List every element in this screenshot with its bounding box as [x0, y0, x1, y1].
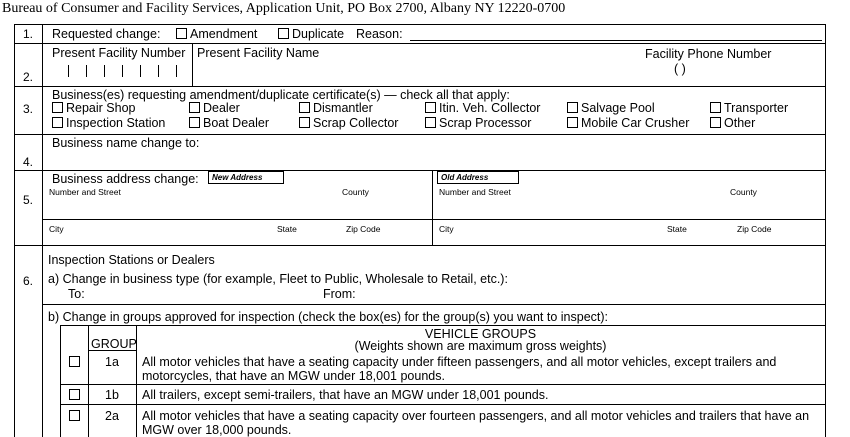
new-address-tag: New Address	[208, 171, 284, 184]
group-code: 1a	[105, 355, 119, 369]
checkbox[interactable]	[425, 117, 436, 128]
requested-change-label: Requested change:	[52, 27, 161, 41]
change-business-type-label: a) Change in business type (for example, Fleet to Public, Wholesale to Retail, etc.):	[48, 272, 508, 286]
section-number: 1.	[22, 27, 33, 41]
checkbox[interactable]	[299, 117, 310, 128]
option-label: Repair Shop	[66, 101, 136, 115]
groups-table-left	[60, 325, 61, 437]
old-address-tag: Old Address	[437, 171, 519, 184]
option-label: Mobile Car Crusher	[581, 116, 690, 130]
change-groups-label: b) Change in groups approved for inspection (check the box(es) for the group(s) you want to inspect):	[48, 310, 609, 324]
reason-label: Reason:	[356, 27, 403, 41]
business-name-change-label: Business name change to:	[52, 136, 200, 150]
old-county-label: County	[730, 187, 757, 197]
option-other[interactable]	[710, 116, 755, 130]
option-label: Inspection Station	[66, 116, 166, 130]
option-inspection-station[interactable]	[52, 116, 165, 130]
option-dismantler[interactable]	[299, 101, 373, 115]
agency-address-header: Bureau of Consumer and Facility Services, Application Unit, PO Box 2700, Albany NY 12220-0700	[2, 1, 566, 16]
facility-number-label: Present Facility Number	[52, 46, 186, 60]
checkbox[interactable]	[52, 102, 63, 113]
business-address-change-label: Business address change:	[52, 172, 199, 186]
option-label: Transporter	[724, 101, 789, 115]
group-description: MGW over 18,000 pounds.	[142, 423, 292, 437]
option-label: Scrap Processor	[439, 116, 532, 130]
checkbox[interactable]	[710, 117, 721, 128]
option-transporter[interactable]	[710, 101, 788, 115]
group-2a-checkbox[interactable]	[69, 410, 80, 421]
digit-tick	[140, 65, 141, 77]
duplicate-checkbox[interactable]	[278, 28, 289, 39]
new-state-label: State	[277, 224, 297, 234]
row-divider	[14, 43, 826, 44]
option-repair-shop[interactable]	[52, 101, 136, 115]
digit-tick	[86, 65, 87, 77]
old-street-label: Number and Street	[439, 187, 511, 197]
new-city-label: City	[49, 224, 64, 234]
amendment-label: Amendment	[190, 27, 258, 41]
section-number: 5.	[22, 193, 33, 207]
checkbox[interactable]	[189, 117, 200, 128]
businesses-requesting-label: Business(es) requesting amendment/duplicate certificate(s) — check all that apply:	[52, 88, 510, 102]
form-top-border	[14, 24, 826, 25]
row-divider	[14, 245, 826, 246]
group-description: motorcycles, that have an MGW under 18,001 pounds.	[142, 369, 445, 383]
new-zip-label: Zip Code	[346, 224, 381, 234]
old-city-label: City	[439, 224, 454, 234]
vehicle-groups-subtitle: (Weights shown are maximum gross weights)	[354, 339, 607, 353]
option-label: Itin. Veh. Collector	[439, 101, 541, 115]
amendment-option[interactable]	[176, 27, 257, 41]
new-county-label: County	[342, 187, 369, 197]
option-mobile-car-crusher[interactable]	[567, 116, 689, 130]
checkbox[interactable]	[299, 102, 310, 113]
option-label: Salvage Pool	[581, 101, 655, 115]
vehicle-groups-title: VEHICLE GROUPS	[424, 327, 537, 341]
old-zip-label: Zip Code	[737, 224, 772, 234]
address-column-divider	[432, 170, 433, 245]
section-number: 3.	[22, 102, 33, 116]
digit-tick	[104, 65, 105, 77]
row-divider	[14, 86, 826, 87]
group-column-header: GROUP	[91, 337, 137, 351]
digit-tick	[68, 65, 69, 77]
row-divider	[14, 170, 826, 171]
option-boat-dealer[interactable]	[189, 116, 269, 130]
section-number: 6.	[22, 274, 33, 288]
checkbox[interactable]	[189, 102, 200, 113]
option-label: Other	[724, 116, 756, 130]
group-1b-checkbox[interactable]	[69, 389, 80, 400]
option-label: Dismantler	[313, 101, 373, 115]
facility-phone-label: Facility Phone Number	[645, 47, 772, 61]
group-1a-checkbox[interactable]	[69, 356, 80, 367]
groups-row-divider	[60, 404, 825, 405]
reason-field[interactable]	[410, 40, 822, 41]
digit-tick	[122, 65, 123, 77]
street-city-divider	[42, 219, 825, 220]
old-state-label: State	[667, 224, 687, 234]
duplicate-option[interactable]	[278, 27, 344, 41]
checkbox[interactable]	[52, 117, 63, 128]
duplicate-label: Duplicate	[292, 27, 345, 41]
phone-area-code-parens: ( )	[674, 62, 686, 76]
section-number: 4.	[22, 155, 33, 169]
checkbox[interactable]	[425, 102, 436, 113]
row-divider	[42, 304, 825, 305]
section-number: 2.	[22, 70, 33, 84]
business-name-field[interactable]	[44, 150, 824, 168]
option-label: Boat Dealer	[203, 116, 270, 130]
option-label: Scrap Collector	[313, 116, 399, 130]
row-divider	[14, 134, 826, 135]
group-code: 1b	[105, 388, 119, 402]
group-code: 2a	[105, 409, 119, 423]
inspection-stations-dealers-title: Inspection Stations or Dealers	[48, 253, 215, 267]
option-scrap-collector[interactable]	[299, 116, 398, 130]
option-scrap-processor[interactable]	[425, 116, 531, 130]
new-street-label: Number and Street	[49, 187, 121, 197]
facility-name-label: Present Facility Name	[197, 46, 320, 60]
groups-row-divider	[60, 384, 825, 385]
checkbox[interactable]	[710, 102, 721, 113]
facility-number-divider	[192, 43, 193, 86]
option-label: Dealer	[203, 101, 240, 115]
digit-tick	[158, 65, 159, 77]
to-label: To:	[68, 287, 85, 301]
group-description: All motor vehicles that have a seating capacity under fifteen passengers, and all motor vehicles, except trailers and	[142, 355, 777, 369]
option-dealer[interactable]	[189, 101, 240, 115]
from-label: From:	[323, 287, 356, 301]
groups-table-top	[60, 325, 825, 326]
checkbox[interactable]	[567, 102, 578, 113]
group-description: All motor vehicles that have a seating capacity over fourteen passengers, and all motor vehicles and trailers that have an	[142, 409, 810, 423]
option-salvage-pool[interactable]	[567, 101, 655, 115]
group-description: All trailers, except semi-trailers, that have an MGW under 18,001 pounds.	[142, 388, 549, 402]
option-itin-veh-collector[interactable]	[425, 101, 540, 115]
amendment-checkbox[interactable]	[176, 28, 187, 39]
checkbox[interactable]	[567, 117, 578, 128]
digit-tick	[176, 65, 177, 77]
